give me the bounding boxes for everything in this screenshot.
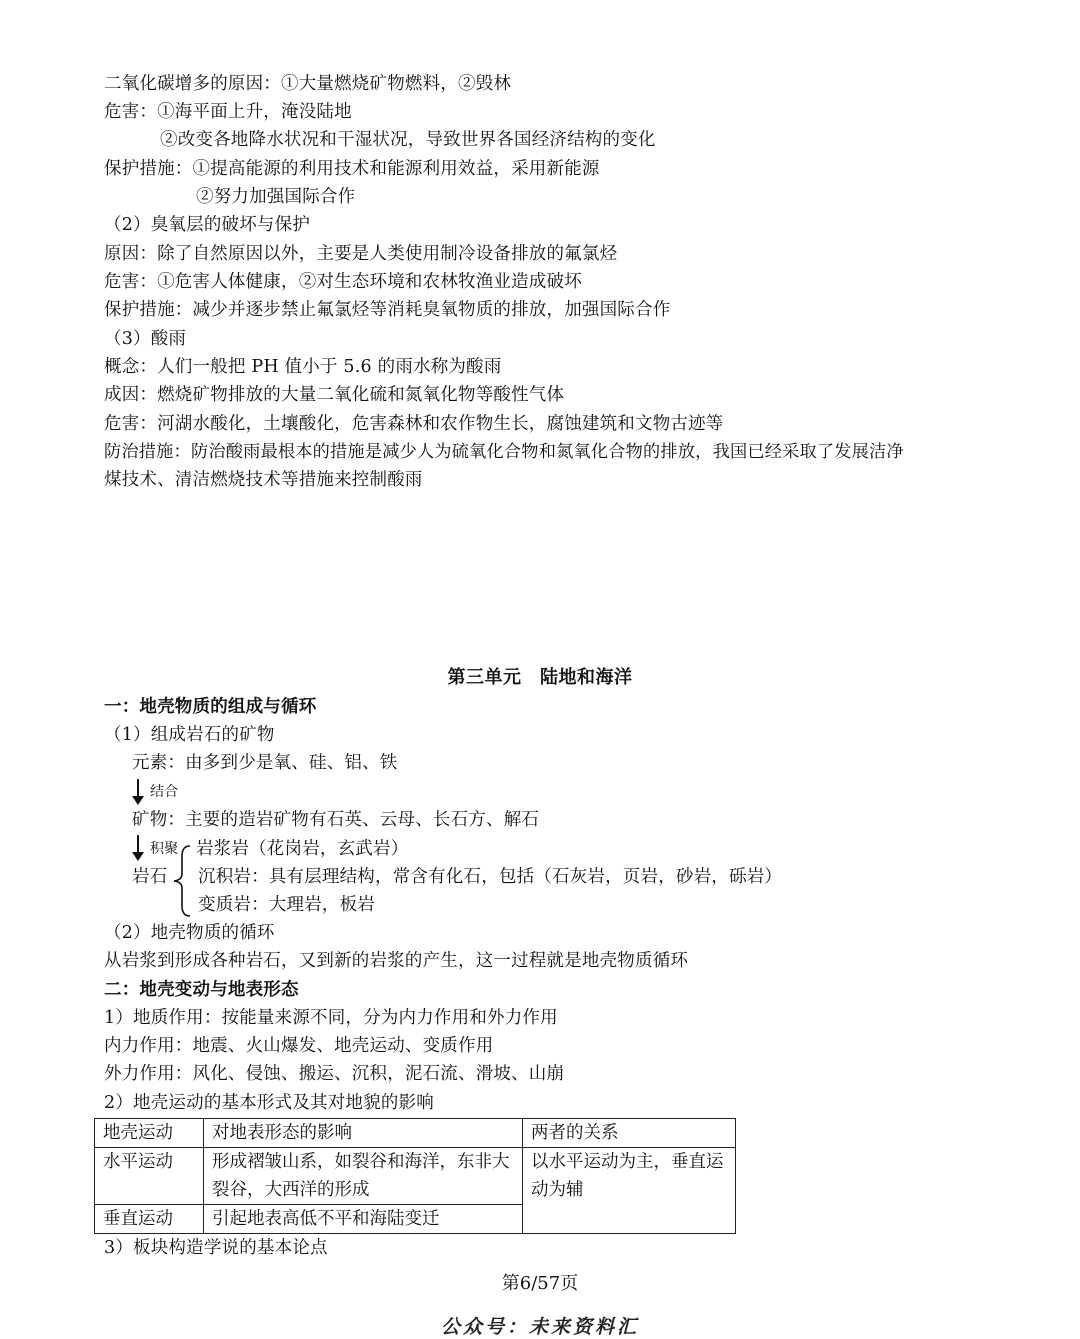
ozone-cause: 原因：除了自然原因以外，主要是人类使用制冷设备排放的氟氯烃 [104, 244, 618, 264]
co2-protect-1: 保护措施：①提高能源的利用技术和能源利用效益，采用新能源 [104, 159, 600, 179]
unit-title: 第三单元 陆地和海洋 [447, 667, 633, 688]
table-row [95, 1119, 736, 1148]
ozone-harm: 危害：①危害人体健康，②对生态环境和农林牧渔业造成破坏 [104, 272, 582, 292]
ozone-heading: （2）臭氧层的破坏与保护 [104, 215, 311, 235]
co2-harm-1: 危害：①海平面上升，淹没陆地 [104, 102, 352, 122]
table-header-relation: 两者的关系 [523, 1119, 736, 1148]
page-number: 第6/57页 [501, 1273, 579, 1294]
acid-rain-concept: 概念：人们一般把 PH 值小于 5.6 的雨水称为酸雨 [104, 357, 502, 377]
co2-harm-2: ②改变各地降水状况和干湿状况，导致世界各国经济结构的变化 [160, 130, 656, 150]
table-cell-vertical-impact: 引起地表高低不平和海陆变迁 [204, 1205, 523, 1234]
co2-protect-2: ②努力加强国际合作 [196, 187, 356, 207]
sedimentary-rock: 沉积岩：具有层理结构，常含有化石，包括（石灰岩，页岩，砂岩，砾岩） [198, 867, 783, 887]
table-header-movement: 地壳运动 [95, 1119, 204, 1148]
table-header-impact: 对地表形态的影响 [204, 1119, 523, 1148]
cycle-definition: 从岩浆到形成各种岩石，又到新的岩浆的产生，这一过程就是地壳物质循环 [104, 951, 689, 971]
table-cell-relation: 以水平运动为主，垂直运动为辅 [523, 1148, 736, 1234]
watermark: 公众号：未来资料汇 [440, 1316, 639, 1338]
section-1-2-heading: （2）地壳物质的循环 [104, 923, 275, 943]
external-forces: 外力作用：风化、侵蚀、搬运、沉积，泥石流、滑坡、山崩 [104, 1064, 565, 1084]
section-1-1-heading: （1）组成岩石的矿物 [104, 725, 275, 745]
section-2-heading: 二：地壳变动与地表形态 [104, 980, 299, 1000]
accumulate-label: 积聚 [150, 841, 179, 857]
table-cell-horizontal-impact: 形成褶皱山系，如裂谷和海洋，东非大裂谷，大西洋的形成 [204, 1148, 523, 1205]
acid-rain-cause: 成因：燃烧矿物排放的大量二氧化硫和氮氧化物等酸性气体 [104, 385, 565, 405]
crust-movement-heading: 2）地壳运动的基本形式及其对地貌的影响 [104, 1093, 434, 1113]
acid-rain-prevention-1: 防治措施：防治酸雨最根本的措施是减少人为硫氧化合物和氮氧化合物的排放，我国已经采取了发展洁净 [104, 442, 904, 462]
rock-label: 岩石 [132, 867, 168, 887]
metamorphic-rock: 变质岩：大理岩，板岩 [198, 895, 375, 915]
acid-rain-heading: （3）酸雨 [104, 329, 187, 349]
geologic-action: 1）地质作用：按能量来源不同，分为内力作用和外力作用 [104, 1008, 558, 1028]
elements-line: 元素：由多到少是氧、硅、铝、铁 [132, 753, 398, 773]
brace-icon [170, 842, 192, 920]
table-cell-vertical: 垂直运动 [95, 1205, 204, 1234]
section-1-heading: 一：地壳物质的组成与循环 [104, 697, 317, 717]
acid-rain-prevention-2: 煤技术、清洁燃烧技术等措施来控制酸雨 [104, 470, 423, 490]
arrow-down-icon [131, 834, 145, 862]
co2-causes: 二氧化碳增多的原因：①大量燃烧矿物燃料，②毁林 [104, 74, 512, 94]
table-row [95, 1148, 736, 1205]
crust-movement-table [94, 1118, 736, 1234]
plate-tectonics-heading: 3）板块构造学说的基本论点 [104, 1238, 328, 1258]
minerals-line: 矿物：主要的造岩矿物有石英、云母、长石方、解石 [132, 810, 540, 830]
combine-label: 结合 [150, 784, 179, 800]
ozone-protect: 保护措施：减少并逐步禁止氟氯烃等消耗臭氧物质的排放，加强国际合作 [104, 300, 671, 320]
arrow-down-icon [131, 778, 145, 806]
acid-rain-harm: 危害：河湖水酸化，土壤酸化，危害森林和农作物生长，腐蚀建筑和文物古迹等 [104, 414, 724, 434]
igneous-rock: 岩浆岩（花岗岩，玄武岩） [196, 839, 409, 859]
table-cell-horizontal: 水平运动 [95, 1148, 204, 1205]
internal-forces: 内力作用：地震、火山爆发、地壳运动、变质作用 [104, 1036, 494, 1056]
